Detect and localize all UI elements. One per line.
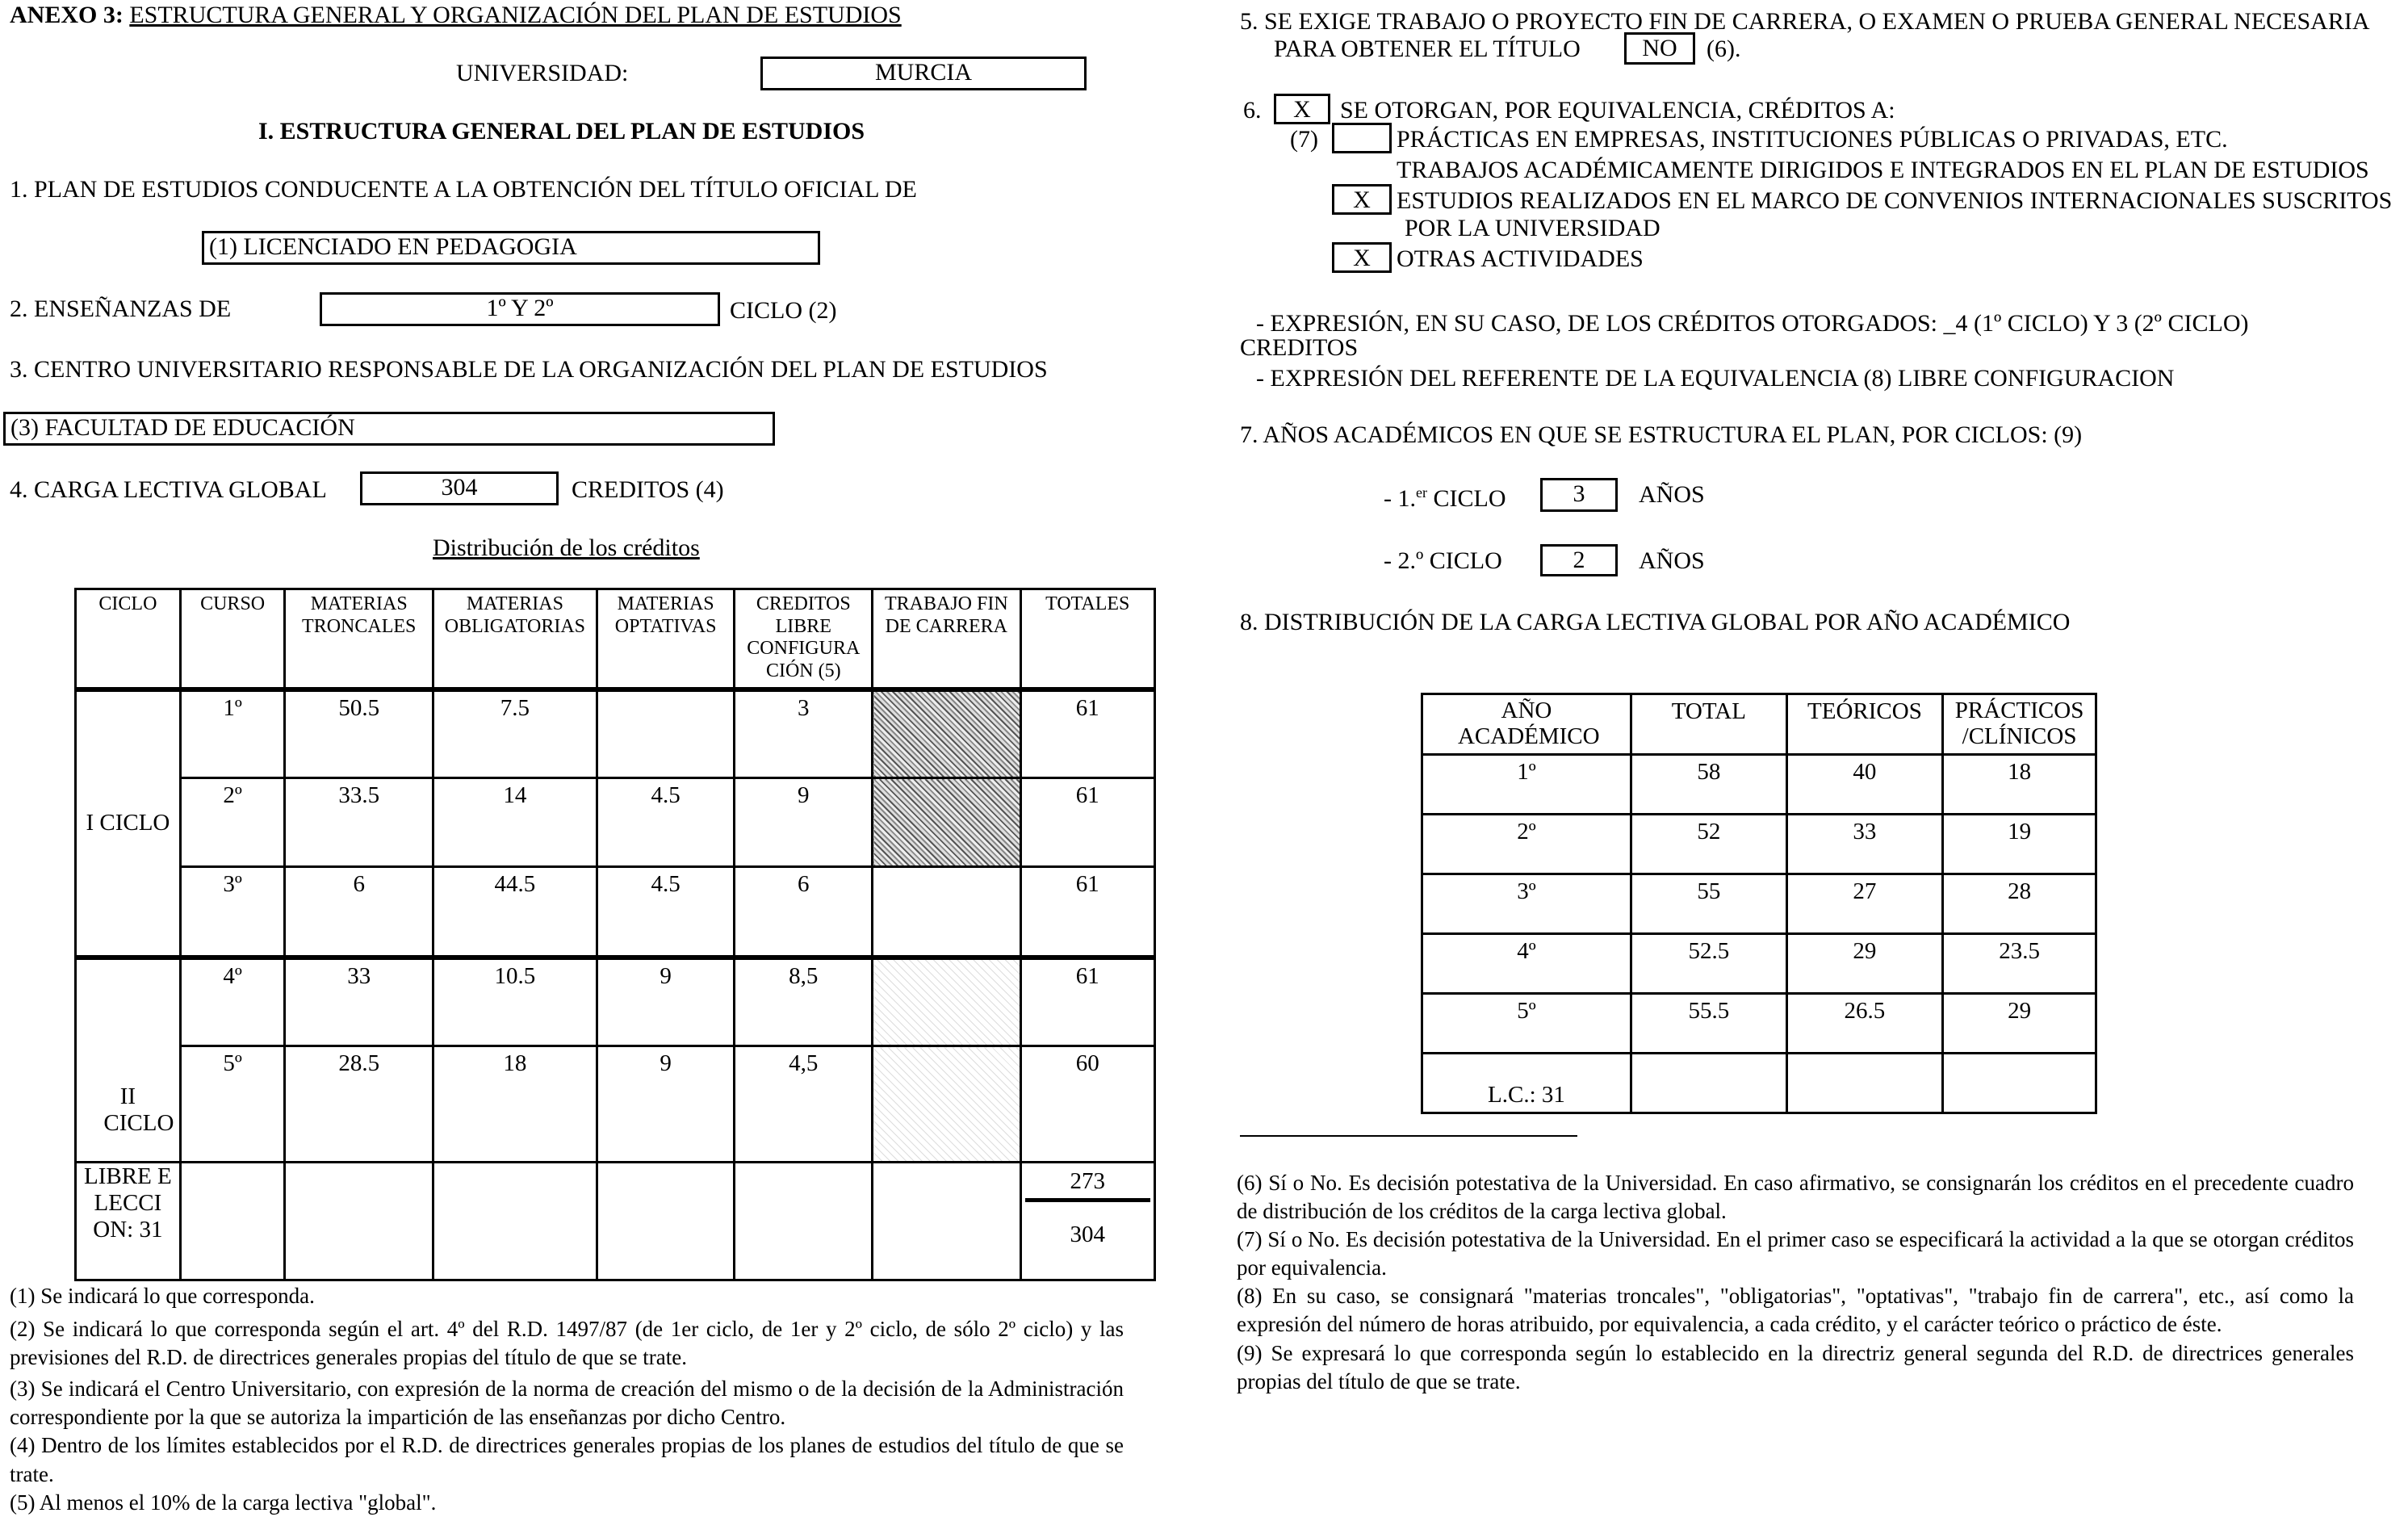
cell-teoricos: 27 [1786,874,1942,933]
lc-row [1422,1053,2096,1113]
col-header: MATERIAS OBLIGATORIAS [433,589,597,689]
cell-total: 52 [1631,814,1786,874]
cell-total: 58 [1631,754,1786,814]
annex-title: ESTRUCTURA GENERAL Y ORGANIZACIÓN DEL PLAN DE ESTUDIOS [129,2,902,28]
col-header [1422,694,1631,755]
col-header: TRABAJO FIN DE CARRERA [873,589,1020,689]
col-header: CURSO [180,589,285,689]
expression-credits-cont: CREDITOS [1240,334,1359,361]
cell-obligatorias: 7.5 [433,689,597,778]
cell-trabajo-shaded [873,689,1020,778]
cell-trabajo-shaded [873,958,1020,1046]
empty-cell [433,1163,597,1280]
item6-number: 6. [1243,97,1262,124]
cell-optativas: 9 [597,958,735,1046]
table-row [76,958,1155,1046]
cycle2-years-label: - 2.º CICLO [1384,547,1502,574]
expression-referent: - EXPRESIÓN DEL REFERENTE DE LA EQUIVALENCIA (8) LIBRE CONFIGURACION [1256,365,2175,392]
cell-year: 4º [1422,933,1631,993]
empty-cell [180,1163,285,1280]
grand-total: 304 [1070,1222,1105,1247]
year-header-row [1422,694,2096,755]
cell-total: 55 [1631,874,1786,933]
item4-suffix: CREDITOS (4) [572,476,724,503]
credits-header-row [76,589,1155,689]
libre-eleccion-text: LIBRE ELECCI ON: 31 [84,1163,172,1243]
cell-obligatorias: 18 [433,1046,597,1163]
empty-cell [1943,1053,2096,1113]
right-notes [1237,1169,2354,1396]
item6-ref: (7) [1290,126,1318,153]
cell-trabajo-shaded [873,1046,1020,1163]
cell-teoricos: 40 [1786,754,1942,814]
faculty-field: (3) FACULTAD DE EDUCACIÓN [3,412,775,446]
cell-practicos: 23.5 [1943,933,2096,993]
table-row [76,778,1155,867]
col-header: CREDITOS LIBRE CONFIGURA CIÓN (5) [735,589,873,689]
item8-text: 8. DISTRIBUCIÓN DE LA CARGA LECTIVA GLOBAL POR AÑO ACADÉMICO [1240,609,2071,635]
cycle2-label-text: II CICLO [103,1083,174,1136]
section-title: I. ESTRUCTURA GENERAL DEL PLAN DE ESTUDIOS [258,118,865,145]
cell-totales: 61 [1020,958,1154,1046]
left-notes [10,1282,1124,1517]
col-header [1943,694,2096,755]
cycle1-years-field: 3 [1540,478,1618,512]
cell-troncales: 50.5 [285,689,433,778]
cell-totales: 61 [1020,689,1154,778]
note-3: (3) Se indicará el Centro Universitario, con expresión de la norma de creación del mismo o de la decisión de la Administración correspondiente por la que se autoriza la impartición de las enseñanzas por dicho Centro. [10,1377,1124,1430]
cell-teoricos: 33 [1786,814,1942,874]
item7-text: 7. AÑOS ACADÉMICOS EN QUE SE ESTRUCTURA EL PLAN, POR CICLOS: (9) [1240,421,2083,448]
cell-trabajo [873,867,1020,958]
annex-heading [10,2,902,30]
item1-text: 1. PLAN DE ESTUDIOS CONDUCENTE A LA OBTENCIÓN DEL TÍTULO OFICIAL DE [10,176,917,203]
empty-cell [597,1163,735,1280]
cell-libre: 3 [735,689,873,778]
final-project-field: NO [1624,32,1695,65]
cell-total: 55.5 [1631,993,1786,1053]
subtotal: 273 [1025,1163,1150,1202]
table-row [76,1046,1155,1163]
cell-curso: 2º [180,778,285,867]
option-checkbox-convenios[interactable]: X [1332,184,1392,215]
option-label-trabajos: TRABAJOS ACADÉMICAMENTE DIRIGIDOS E INTEGRADOS EN EL PLAN DE ESTUDIOS [1397,157,2369,183]
cell-libre: 9 [735,778,873,867]
note-6: (6) Sí o No. Es decisión potestativa de la Universidad. En caso afirmativo, se consignarán los créditos en el precedente cuadro de distribución de los créditos de la carga lectiva global. [1237,1171,2354,1224]
cell-year: 3º [1422,874,1631,933]
item5-line2: PARA OBTENER EL TÍTULO [1274,36,1581,62]
cell-practicos: 28 [1943,874,2096,933]
cell-optativas [597,689,735,778]
cell-obligatorias: 44.5 [433,867,597,958]
item5-line1: 5. SE EXIGE TRABAJO O PROYECTO FIN DE CARRERA, O EXAMEN O PRUEBA GENERAL NECESARIA [1240,8,2370,35]
cell-curso: 1º [180,689,285,778]
cycle2-years-unit: AÑOS [1639,547,1705,574]
cycle1-years-label: - 1.$^{er}$ CICLO [1384,484,1506,512]
table-row [1422,754,2096,814]
table-row [1422,933,2096,993]
note-7: (7) Sí o No. Es decisión potestativa de la Universidad. En el primer caso se especificará la actividad a la que se otorgan créditos por equivalencia. [1237,1227,2354,1280]
cell-practicos: 29 [1943,993,2096,1053]
libre-eleccion-label [76,1163,181,1280]
cell-obligatorias: 10.5 [433,958,597,1046]
cell-curso: 4º [180,958,285,1046]
table-row [76,867,1155,958]
note-4: (4) Dentro de los límites establecidos por el R.D. de directrices generales propias de los planes de estudios del título de que se trate. [10,1433,1124,1486]
cell-optativas: 4.5 [597,778,735,867]
expression-credits: - EXPRESIÓN, EN SU CASO, DE LOS CRÉDITOS OTORGADOS: _4 (1º CICLO) Y 3 (2º CICLO) [1256,310,2249,337]
col-header: TEÓRICOS [1786,694,1942,755]
libre-eleccion-row [76,1163,1155,1280]
option-checkbox-practicas[interactable] [1332,123,1392,153]
cycle1-years-unit: AÑOS [1639,481,1705,508]
empty-cell [1631,1053,1786,1113]
cell-troncales: 6 [285,867,433,958]
annex-label: ANEXO 3: [10,2,124,28]
university-label: UNIVERSIDAD: [456,60,629,86]
item3-text: 3. CENTRO UNIVERSITARIO RESPONSABLE DE LA ORGANIZACIÓN DEL PLAN DE ESTUDIOS [10,356,1048,383]
cell-totales: 61 [1020,867,1154,958]
cell-libre: 6 [735,867,873,958]
empty-cell [873,1163,1020,1280]
option-label-practicas: PRÁCTICAS EN EMPRESAS, INSTITUCIONES PÚBLICAS O PRIVADAS, ETC. [1397,126,2228,153]
cell-troncales: 28.5 [285,1046,433,1163]
note-8: (8) En su caso, se consignará "materias troncales", "obligatorias", "optativas", "trabajo fin de carrera", etc., así como la expresión del número de horas atribuido, por equivalencia, a cada crédito, y el carácter teórico o práctico de éste. [1237,1284,2354,1337]
option-checkbox-trabajos[interactable] [1332,155,1392,182]
table-row [1422,993,2096,1053]
col-header: CICLO [76,589,181,689]
table-row [76,689,1155,778]
cell-teoricos: 26.5 [1786,993,1942,1053]
equivalence-checkbox[interactable]: X [1274,94,1330,124]
cell-totales: 60 [1020,1046,1154,1163]
item5-suffix: (6). [1707,36,1741,62]
empty-cell [1786,1053,1942,1113]
col-header: MATERIAS OPTATIVAS [597,589,735,689]
cell-year: 2º [1422,814,1631,874]
option-label-convenios: ESTUDIOS REALIZADOS EN EL MARCO DE CONVENIOS INTERNACIONALES SUSCRITOS [1397,187,2393,214]
totals-cell [1020,1163,1154,1280]
lc-label: L.C.: 31 [1422,1053,1631,1113]
option-label-convenios-cont: POR LA UNIVERSIDAD [1405,215,1660,241]
credits-table [74,588,1156,1281]
cell-libre: 4,5 [735,1046,873,1163]
empty-cell [735,1163,873,1280]
col-header: TOTALES [1020,589,1154,689]
item6-text: SE OTORGAN, POR EQUIVALENCIA, CRÉDITOS A: [1340,97,1895,124]
option-checkbox-otras[interactable]: X [1332,242,1392,273]
cell-optativas: 9 [597,1046,735,1163]
cell-troncales: 33 [285,958,433,1046]
footnote-divider [1240,1135,1577,1137]
option-label-otras: OTRAS ACTIVIDADES [1397,245,1644,272]
note-1: (1) Se indicará lo que corresponda. [10,1284,315,1308]
cycle2-label [76,958,181,1163]
cell-totales: 61 [1020,778,1154,867]
cycle1-label: I CICLO [76,689,181,958]
year-table [1421,693,2097,1114]
item2-label: 2. ENSEÑANZAS DE [10,295,232,322]
cell-teoricos: 29 [1786,933,1942,993]
item2-suffix: CICLO (2) [730,297,837,324]
col-header-text: AÑO ACADÉMICO [1457,698,1600,749]
cycles-field: 1º Y 2º [320,292,720,326]
cycle2-years-field: 2 [1540,544,1618,576]
cell-year: 1º [1422,754,1631,814]
cell-total: 52.5 [1631,933,1786,993]
cell-practicos: 19 [1943,814,2096,874]
empty-cell [285,1163,433,1280]
note-5: (5) Al menos el 10% de la carga lectiva "global". [10,1490,437,1515]
cell-curso: 3º [180,867,285,958]
table-row [1422,814,2096,874]
col-header: TOTAL [1631,694,1786,755]
cell-optativas: 4.5 [597,867,735,958]
cell-troncales: 33.5 [285,778,433,867]
item4-label: 4. CARGA LECTIVA GLOBAL [10,476,327,503]
col-header-text: PRÁCTICOS /CLÍNICOS [1954,698,2084,749]
cell-year: 5º [1422,993,1631,1053]
cell-trabajo-shaded [873,778,1020,867]
cell-curso: 5º [180,1046,285,1163]
global-load-field: 304 [360,471,559,505]
cell-practicos: 18 [1943,754,2096,814]
note-9: (9) Se expresará lo que corresponda según lo establecido en la directriz general segunda del R.D. de directrices generales propias del título de que se trate. [1237,1340,2354,1393]
degree-field: (1) LICENCIADO EN PEDAGOGIA [202,231,820,265]
note-2: (2) Se indicará lo que corresponda según el art. 4º del R.D. 1497/87 (de 1er ciclo, de 1er y 2º ciclo, de sólo 2º ciclo) y las previsiones del R.D. de directrices generales propias del título de que se trate. [10,1317,1124,1370]
university-field: MURCIA [760,57,1087,90]
col-header: MATERIAS TRONCALES [285,589,433,689]
cell-libre: 8,5 [735,958,873,1046]
table-row [1422,874,2096,933]
distribution-title: Distribución de los créditos [433,534,700,561]
cell-obligatorias: 14 [433,778,597,867]
